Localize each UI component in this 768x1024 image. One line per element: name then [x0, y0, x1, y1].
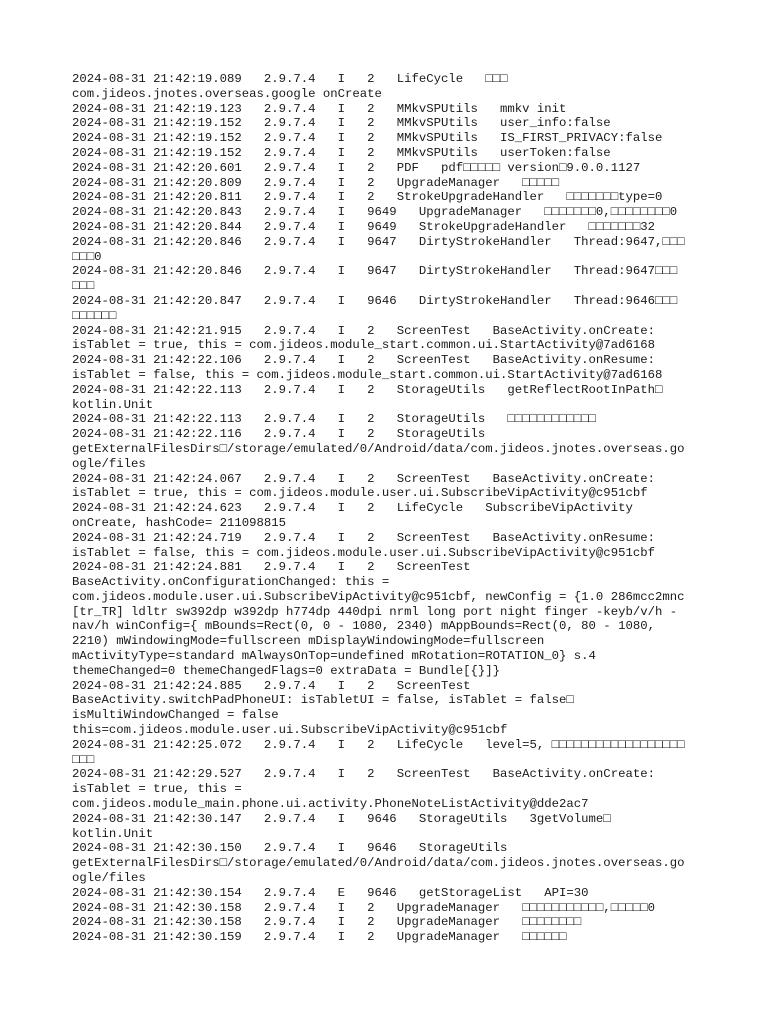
log-entry: 2024-08-31 21:42:24.881 2.9.7.4 I 2 ScreenTest BaseActivity.onConfigurationChanged: this = com.jideos.module.user.ui.SubscribeVipActivity@c951cbf, newConfig = {1.0 286mcc2mnc [tr_TR] ldltr sw392dp w392dp h774dp 440dpi nrml long port night finger -keyb/v/h - nav/h winConfig={ mBounds=Rect(0, 0 - 1080, 2340) mAppBounds=Rect(0, 80 - 1080, 2210) mWindowingMode=fullscreen mDisplayWindowingMode=fullscreen mActivityType=standard mAlwaysOnTop=undefined mRotation=ROTATION_0} s.4 themeChanged=0 themeChangedFlags=0 extraData = Bundle[{}]} [72, 560, 685, 678]
log-entry: 2024-08-31 21:42:22.106 2.9.7.4 I 2 ScreenTest BaseActivity.onResume: isTablet = false, this = com.jideos.module_start.common.ui.StartActivity@7ad6168 [72, 353, 663, 382]
log-entry: 2024-08-31 21:42:30.150 2.9.7.4 I 9646 StorageUtils getExternalFilesDirs□/storage/emulated/0/Android/data/com.jideos.jnotes.overseas.go ogle/files [72, 841, 685, 886]
log-entry: 2024-08-31 21:42:20.844 2.9.7.4 I 9649 StrokeUpgradeHandler □□□□□□□32 [72, 219, 655, 234]
log-entry: 2024-08-31 21:42:30.154 2.9.7.4 E 9646 getStorageList API=30 [72, 885, 589, 900]
log-entry: 2024-08-31 21:42:19.152 2.9.7.4 I 2 MMkvSPUtils IS_FIRST_PRIVACY:false [72, 131, 663, 146]
log-entry: 2024-08-31 21:42:30.147 2.9.7.4 I 9646 StorageUtils 3getVolume□ kotlin.Unit [72, 811, 611, 841]
log-entry: 2024-08-31 21:42:20.809 2.9.7.4 I 2 UpgradeManager □□□□□ [72, 175, 560, 190]
log-document [72, 72, 702, 945]
log-entry: 2024-08-31 21:42:30.159 2.9.7.4 I 2 UpgradeManager □□□□□□ [72, 930, 567, 945]
log-entry: 2024-08-31 21:42:24.719 2.9.7.4 I 2 ScreenTest BaseActivity.onResume: isTablet = false, this = com.jideos.module.user.ui.SubscribeVipActivity@c951cbf [72, 530, 655, 560]
log-entry: 2024-08-31 21:42:20.846 2.9.7.4 I 9647 DirtyStrokeHandler Thread:9647,□□□ □□□0 [72, 234, 685, 264]
log-entry: 2024-08-31 21:42:19.089 2.9.7.4 I 2 LifeCycle □□□ com.jideos.jnotes.overseas.google onCreate [72, 72, 508, 101]
log-entry: 2024-08-31 21:42:20.847 2.9.7.4 I 9646 DirtyStrokeHandler Thread:9646□□□ □□□□□□ [72, 293, 678, 323]
log-entry: 2024-08-31 21:42:24.067 2.9.7.4 I 2 ScreenTest BaseActivity.onCreate: isTablet = true, this = com.jideos.module.user.ui.SubscribeVipActivity@c951cbf [72, 471, 655, 501]
log-entry: 2024-08-31 21:42:20.843 2.9.7.4 I 9649 UpgradeManager □□□□□□□0,□□□□□□□□0 [72, 205, 678, 220]
log-entry: 2024-08-31 21:42:30.158 2.9.7.4 I 2 UpgradeManager □□□□□□□□□□□,□□□□□0 [72, 900, 655, 915]
log-entry: 2024-08-31 21:42:22.113 2.9.7.4 I 2 StorageUtils □□□□□□□□□□□□ [72, 412, 596, 427]
log-entry: 2024-08-31 21:42:19.152 2.9.7.4 I 2 MMkvSPUtils userToken:false [72, 145, 611, 160]
log-entry: 2024-08-31 21:42:24.885 2.9.7.4 I 2 ScreenTest BaseActivity.switchPadPhoneUI: isTabletUI = false, isTablet = false□ isMultiWindowChanged = false this=com.jideos.module.user.ui.SubscribeVipActivity@c951cbf [72, 678, 574, 738]
log-entry: 2024-08-31 21:42:20.601 2.9.7.4 I 2 PDF pdf□□□□□ version□9.0.0.1127 [72, 160, 641, 175]
log-entry: 2024-08-31 21:42:30.158 2.9.7.4 I 2 UpgradeManager □□□□□□□□ [72, 915, 582, 930]
log-entry: 2024-08-31 21:42:22.113 2.9.7.4 I 2 StorageUtils getReflectRootInPath□ kotlin.Unit [72, 382, 663, 412]
log-entry: 2024-08-31 21:42:20.846 2.9.7.4 I 9647 DirtyStrokeHandler Thread:9647□□□ □□□ [72, 264, 678, 294]
log-entry: 2024-08-31 21:42:29.527 2.9.7.4 I 2 ScreenTest BaseActivity.onCreate: isTablet = true, this = com.jideos.module_main.phone.ui.activity.PhoneNoteListActivity@dde2ac7 [72, 767, 655, 812]
log-entry: 2024-08-31 21:42:21.915 2.9.7.4 I 2 ScreenTest BaseActivity.onCreate: isTablet = true, this = com.jideos.module_start.common.ui.StartActivity@7ad6168 [72, 323, 655, 353]
log-entry: 2024-08-31 21:42:20.811 2.9.7.4 I 2 StrokeUpgradeHandler □□□□□□□type=0 [72, 190, 663, 205]
log-entry: 2024-08-31 21:42:25.072 2.9.7.4 I 2 LifeCycle level=5, □□□□□□□□□□□□□□□□□□ □□□ [72, 737, 685, 767]
log-entry: 2024-08-31 21:42:22.116 2.9.7.4 I 2 StorageUtils getExternalFilesDirs□/storage/emulated/0/Android/data/com.jideos.jnotes.overseas.go ogle/files [72, 427, 685, 471]
log-entry: 2024-08-31 21:42:24.623 2.9.7.4 I 2 LifeCycle SubscribeVipActivity onCreate, hashCode= 211098815 [72, 501, 633, 530]
log-entry: 2024-08-31 21:42:19.123 2.9.7.4 I 2 MMkvSPUtils mmkv init [72, 101, 567, 116]
log-entry: 2024-08-31 21:42:19.152 2.9.7.4 I 2 MMkvSPUtils user_info:false [72, 116, 611, 131]
